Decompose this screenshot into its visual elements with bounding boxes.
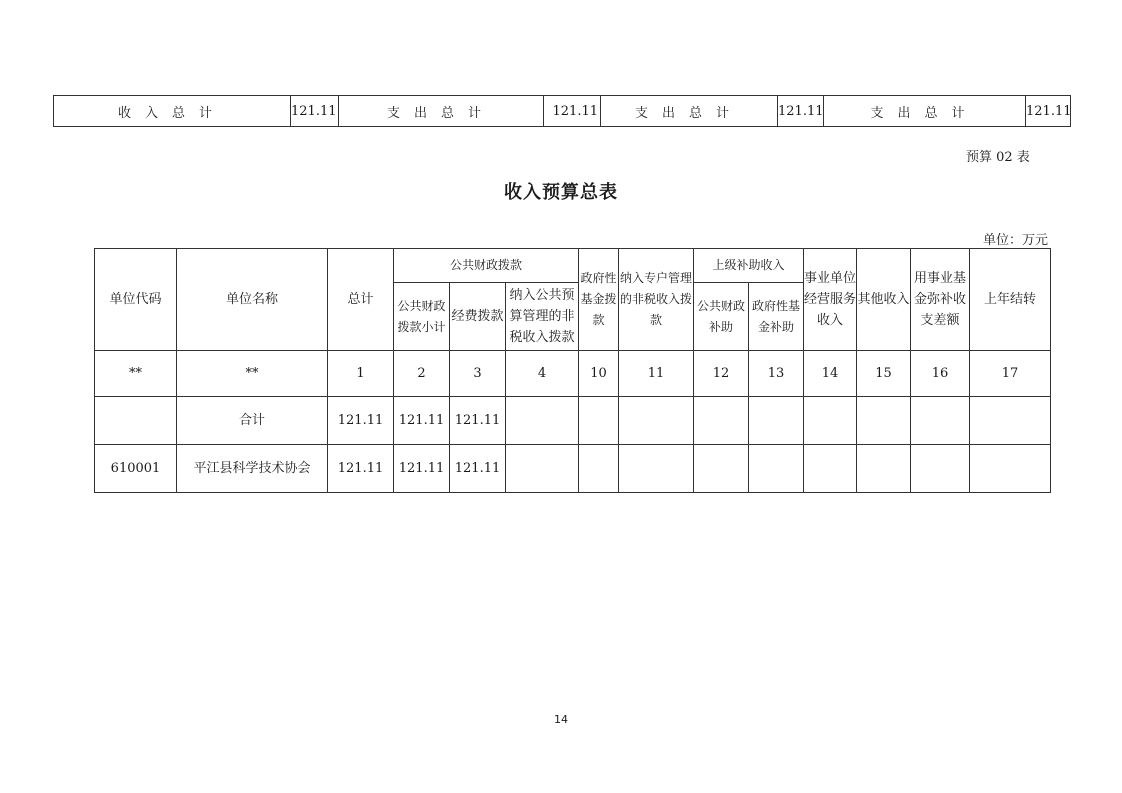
empty-cell [970,445,1051,493]
header-superior-subsidy: 上级补助收入 [694,249,804,283]
column-number: 14 [804,351,857,397]
column-number-row [95,351,1051,397]
income-expense-summary-table [53,95,1071,127]
form-number: 预算 02 表 [966,150,1030,165]
unit-code-cell: 610001 [95,445,177,493]
empty-cell [694,445,749,493]
expense-total-value: 121.11 [778,96,824,127]
column-number: 11 [619,351,694,397]
header-gov-fund: 政府性基金拨款 [579,249,619,351]
page-number: 14 [554,713,568,726]
header-funding: 经费拨款 [450,283,506,351]
empty-cell [749,397,804,445]
empty-cell [857,397,911,445]
empty-cell [694,397,749,445]
header-business-fund: 用事业基金弥补收支差额 [911,249,970,351]
unit-label: 单位：万元 [983,233,1049,248]
header-public-finance-subtotal: 公共财政拨款小计 [394,283,450,351]
total-cell: 121.11 [328,397,394,445]
column-number: 16 [911,351,970,397]
header-superior-gov-fund: 政府性基金补助 [749,283,804,351]
empty-cell [579,397,619,445]
header-business-income: 事业单位经营服务收入 [804,249,857,351]
table-row [95,445,1051,493]
subtotal-cell: 121.11 [394,445,450,493]
income-total-label: 收入总计 [54,96,291,127]
header-row-1 [95,249,1051,283]
column-number: ** [95,351,177,397]
unit-code-cell [95,397,177,445]
expense-total-value: 121.11 [544,96,601,127]
empty-cell [506,397,579,445]
header-total: 总计 [328,249,394,351]
expense-total-label: 支出总计 [824,96,1026,127]
table-row [95,397,1051,445]
funding-cell: 121.11 [450,445,506,493]
header-non-tax-public: 纳入公共预算管理的非税收入拨款 [506,283,579,351]
empty-cell [619,397,694,445]
column-number: 13 [749,351,804,397]
column-number: 15 [857,351,911,397]
empty-cell [857,445,911,493]
header-superior-public-finance: 公共财政补助 [694,283,749,351]
header-public-finance: 公共财政拨款 [394,249,579,283]
header-unit-name: 单位名称 [177,249,328,351]
column-number: ** [177,351,328,397]
column-number: 2 [394,351,450,397]
column-number: 12 [694,351,749,397]
column-number: 10 [579,351,619,397]
empty-cell [804,397,857,445]
total-cell: 121.11 [328,445,394,493]
income-budget-table [94,248,1051,493]
empty-cell [579,445,619,493]
empty-cell [970,397,1051,445]
unit-name-cell: 平江县科学技术协会 [177,445,328,493]
column-number: 4 [506,351,579,397]
column-number: 1 [328,351,394,397]
income-total-value: 121.11 [291,96,339,127]
header-non-tax-special: 纳入专户管理的非税收入拨款 [619,249,694,351]
expense-total-value: 121.11 [1026,96,1071,127]
empty-cell [506,445,579,493]
expense-total-label: 支出总计 [601,96,778,127]
header-unit-code: 单位代码 [95,249,177,351]
header-carryover: 上年结转 [970,249,1051,351]
summary-row [54,96,1071,127]
header-other-income: 其他收入 [857,249,911,351]
funding-cell: 121.11 [450,397,506,445]
unit-name-cell: 合计 [177,397,328,445]
empty-cell [619,445,694,493]
empty-cell [804,445,857,493]
column-number: 3 [450,351,506,397]
empty-cell [911,397,970,445]
column-number: 17 [970,351,1051,397]
subtotal-cell: 121.11 [394,397,450,445]
page-title: 收入预算总表 [504,182,618,203]
empty-cell [911,445,970,493]
expense-total-label: 支出总计 [339,96,544,127]
empty-cell [749,445,804,493]
